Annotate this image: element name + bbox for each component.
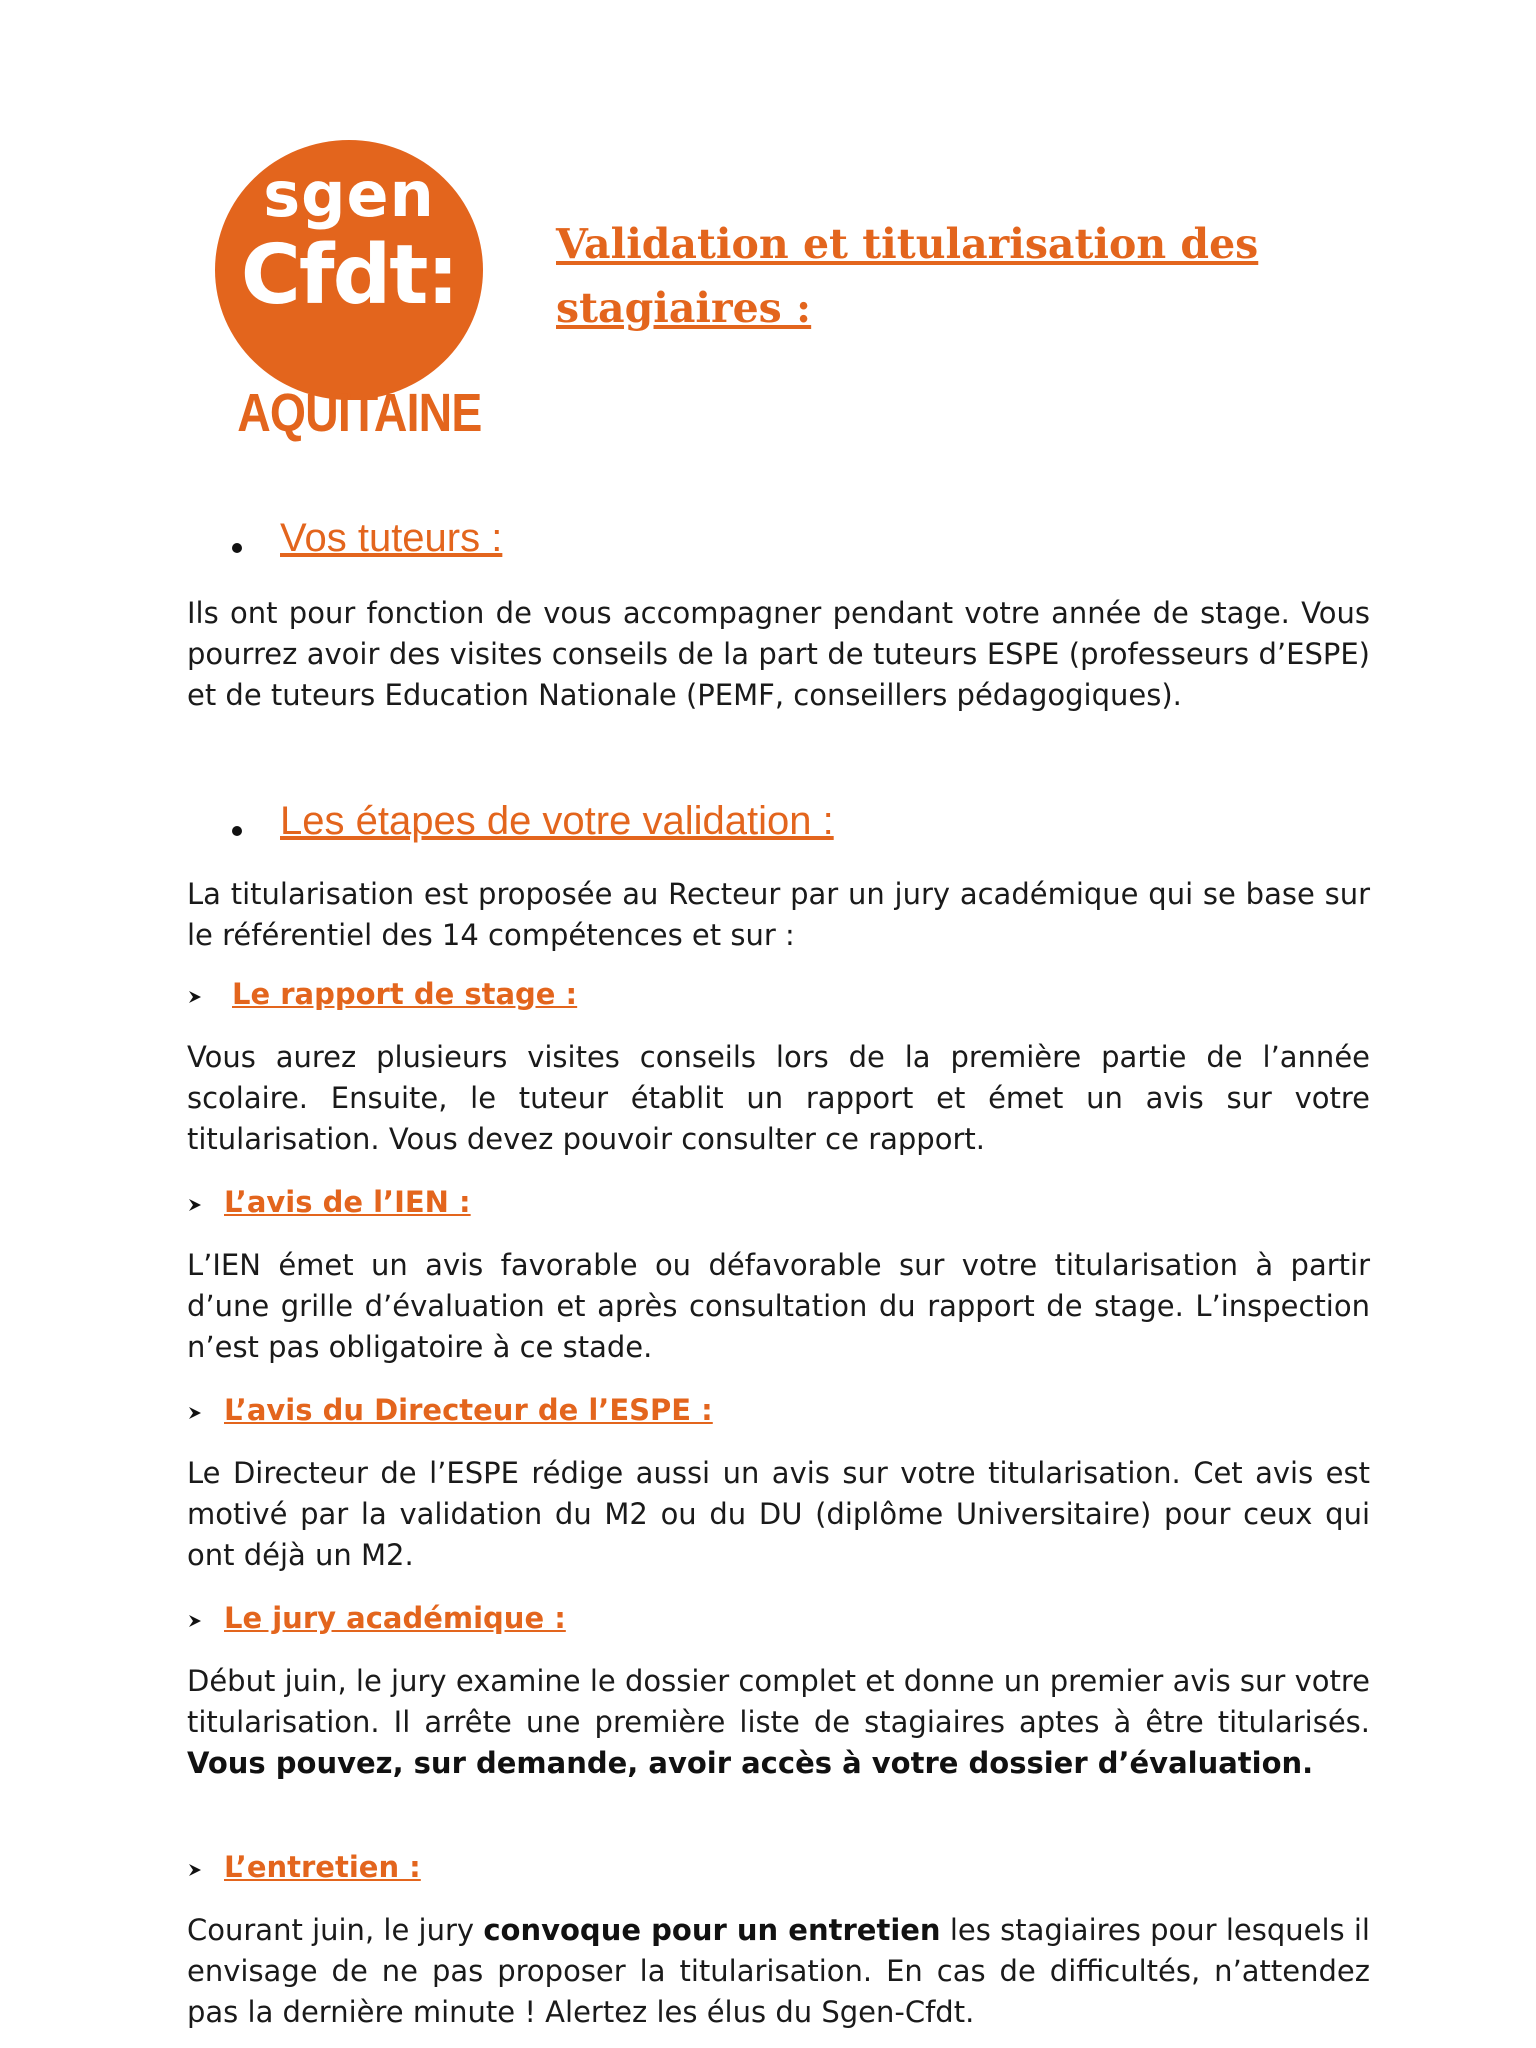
subheading-ien: L’avis de l’IEN :	[224, 1185, 471, 1219]
arrowhead-bullet-icon	[187, 989, 203, 1005]
paragraph-tuteurs: Ils ont pour fonction de vous accompagner pendant votre année de stage. Vous pourrez avoir des visites conseils de la part de tuteurs ESPE (professeurs d’ESPE) et de tuteurs Education Nationale (PEMF, conseillers pédagogiques).	[187, 596, 1370, 712]
subheading-entretien: L’entretien :	[224, 1850, 421, 1884]
logo-region-text: AQUITAINE	[237, 383, 482, 443]
document-title	[556, 212, 1386, 340]
title-line-1: Validation et titularisation des	[556, 220, 1259, 268]
paragraph-entretien-text-after: les stagiaires pour lesquels il envisage de ne pas proposer la titularisation. En cas de difficultés, n’attendez pas la dernière minute ! Alertez les élus du Sgen-Cfdt.	[187, 1913, 1370, 2029]
paragraph-ien: L’IEN émet un avis favorable ou défavorable sur votre titularisation à partir d’une grille d’évaluation et après consultation du rapport de stage. L’inspection n’est pas obligatoire à ce stade.	[187, 1248, 1370, 1364]
bullet-icon	[232, 543, 242, 553]
subheading-rapport: Le rapport de stage :	[232, 977, 578, 1011]
arrowhead-bullet-icon	[187, 1613, 203, 1629]
subheading-jury: Le jury académique :	[224, 1601, 566, 1635]
section-heading-etapes: Les étapes de votre validation :	[280, 799, 834, 843]
paragraph-entretien-text-before: Courant juin, le jury	[187, 1913, 484, 1947]
paragraph-directeur: Le Directeur de l’ESPE rédige aussi un avis sur votre titularisation. Cet avis est motivé par la validation du M2 ou du DU (diplôme Universitaire) pour ceux qui ont déjà un M2.	[187, 1456, 1370, 1572]
paragraph-etapes-intro: La titularisation est proposée au Recteur par un jury académique qui se base sur le référentiel des 14 compétences et sur :	[187, 877, 1370, 952]
arrowhead-bullet-icon	[187, 1862, 203, 1878]
sgen-cfdt-logo	[205, 140, 485, 443]
logo-cfdt-text: Cfdt:	[240, 228, 458, 323]
subheading-directeur: L’avis du Directeur de l’ESPE :	[224, 1393, 713, 1427]
paragraph-entretien	[187, 1910, 1370, 2033]
logo-sgen-text: sgen	[263, 158, 435, 231]
paragraph-jury-text: Début juin, le jury examine le dossier complet et donne un premier avis sur votre titularisation. Il arrête une première liste de stagiaires aptes à être titularisés.	[187, 1664, 1370, 1739]
paragraph-entretien-bold: convoque pour un entretien	[483, 1913, 941, 1947]
bullet-icon	[232, 826, 242, 836]
arrowhead-bullet-icon	[187, 1405, 203, 1421]
paragraph-jury	[187, 1661, 1370, 1784]
paragraph-rapport: Vous aurez plusieurs visites conseils lors de la première partie de l’année scolaire. Ensuite, le tuteur établit un rapport et émet un avis sur votre titularisation. Vous devez pouvoir consulter ce rapport.	[187, 1040, 1370, 1156]
section-heading-tuteurs: Vos tuteurs :	[280, 516, 503, 560]
paragraph-jury-bold: Vous pouvez, sur demande, avoir accès à votre dossier d’évaluation.	[187, 1746, 1314, 1780]
arrowhead-bullet-icon	[187, 1197, 203, 1213]
title-line-2: stagiaires :	[556, 284, 812, 332]
